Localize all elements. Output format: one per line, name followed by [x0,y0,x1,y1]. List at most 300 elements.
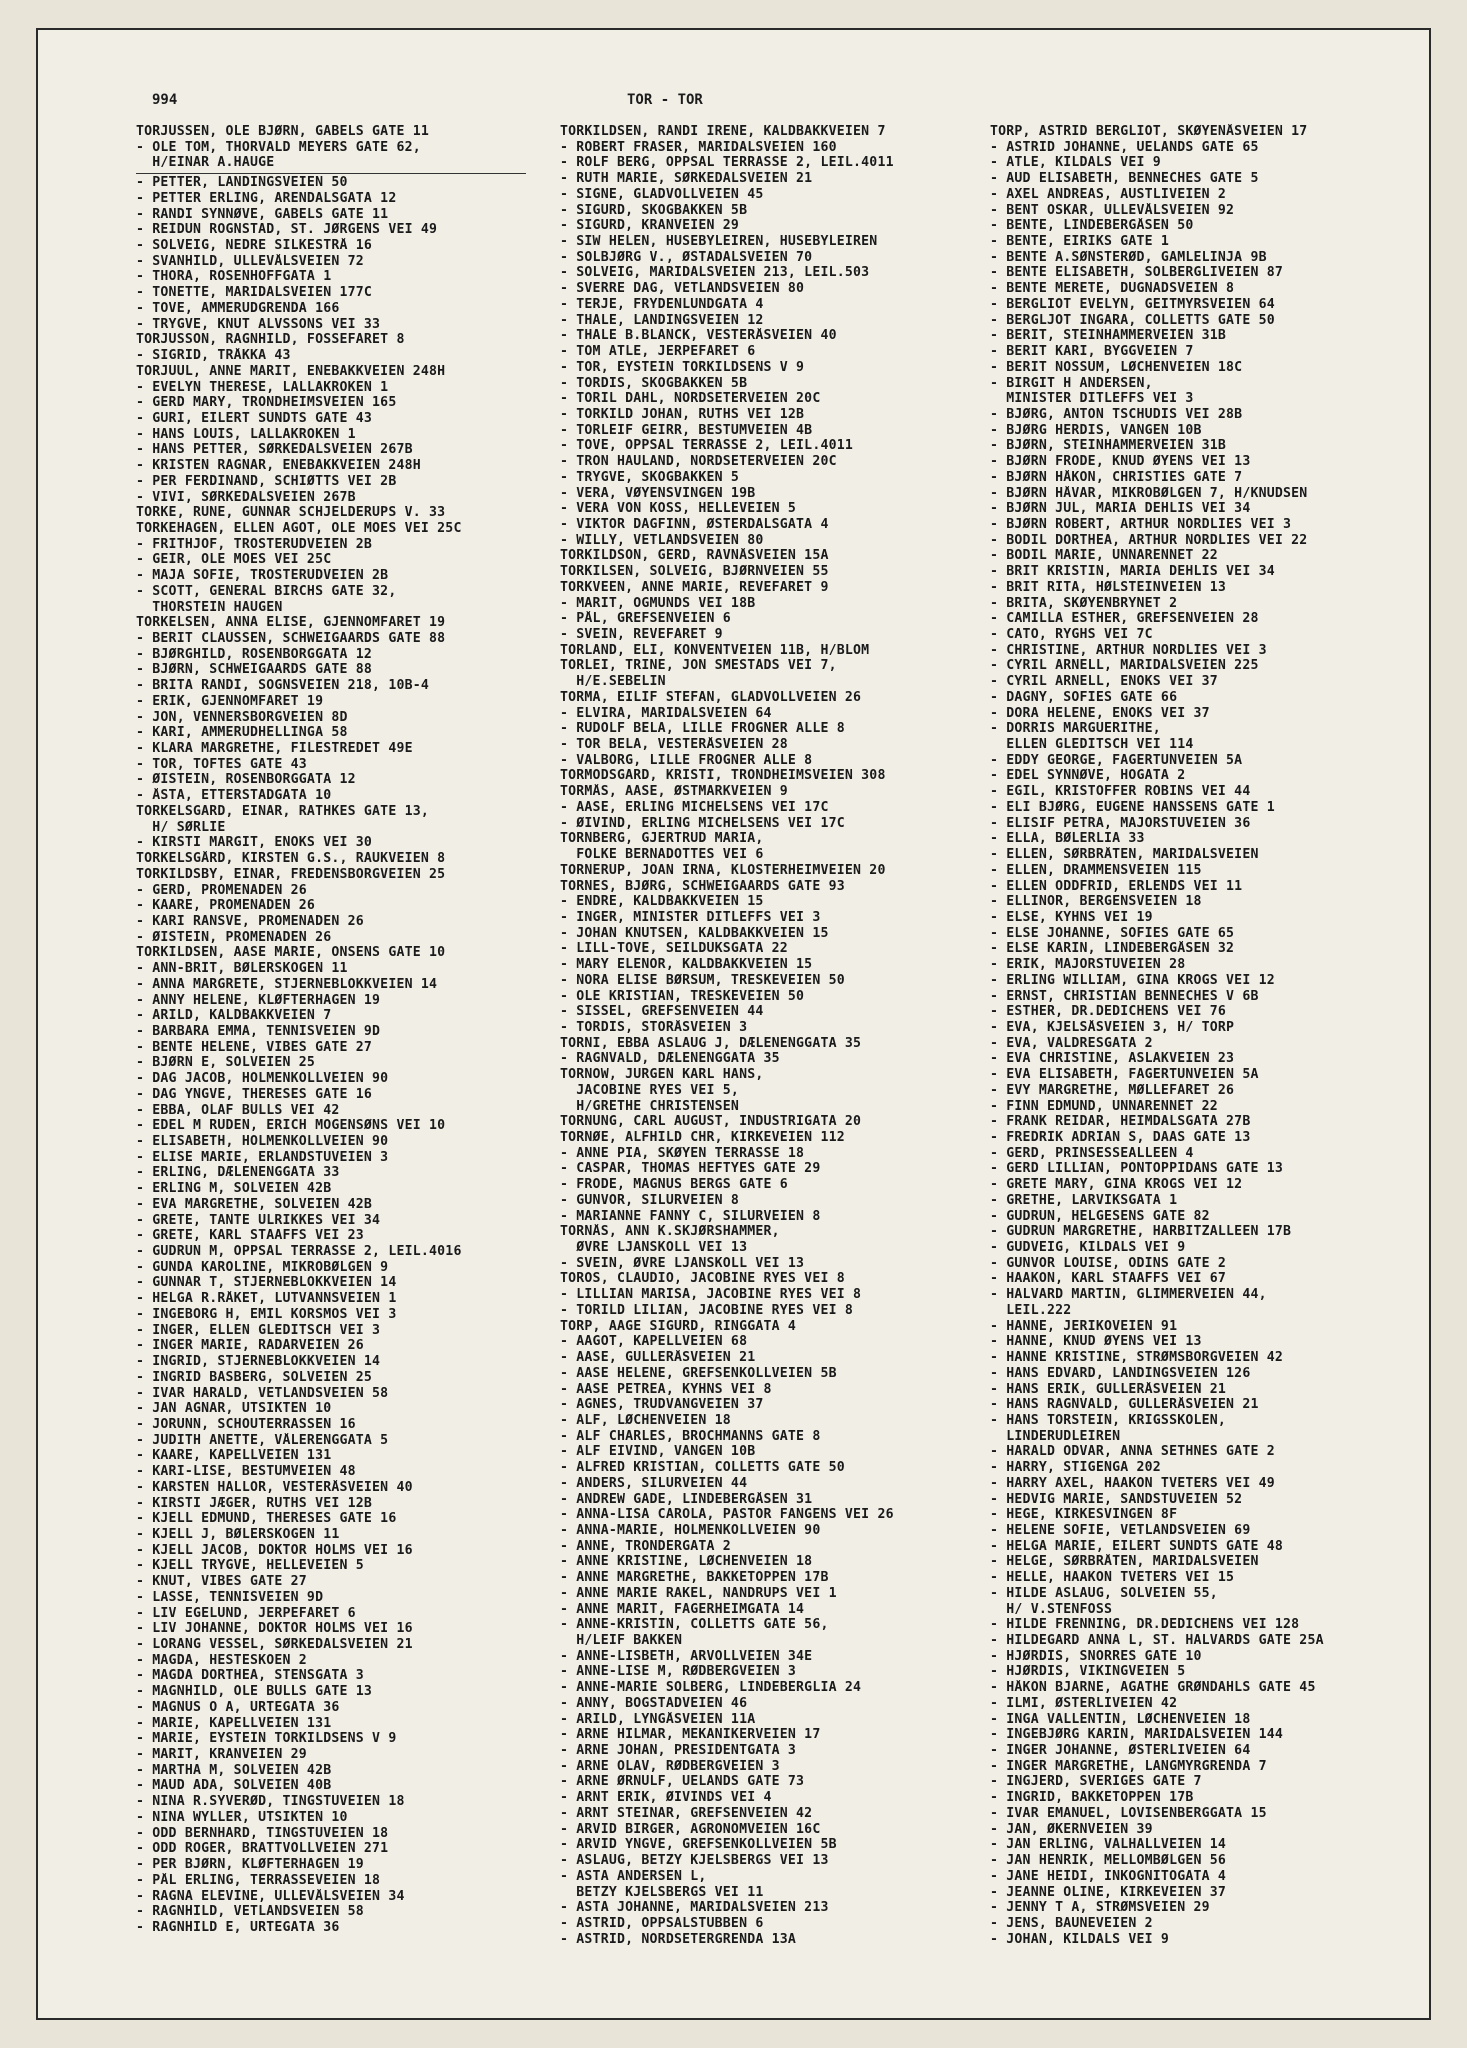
directory-entry: TORLEI, TRINE, JON SMESTADS VEI 7, [560,658,837,674]
directory-entry: - TONETTE, MARIDALSVEIEN 177C [136,285,373,301]
directory-entry: - BJØRG, ANTON TSCHUDIS VEI 28B [990,406,1243,422]
directory-column-3 [990,124,1385,1947]
directory-entry: - ALF EIVIND, VANGEN 10B [560,1444,756,1460]
directory-entry: - CATO, RYGHS VEI 7C [990,627,1153,642]
directory-entry: - IVAR EMANUEL, LOVISENBERGGATA 15 [990,1805,1267,1821]
directory-entry: - RAGNA ELEVINE, ULLEVÅLSVEIEN 34 [136,1888,405,1904]
directory-entry: - FRANK REIDAR, HEIMDALSGATA 27B [990,1114,1251,1130]
directory-entry: TORMA, EILIF STEFAN, GLADVOLLVEIEN 26 [560,689,862,705]
directory-entry: - BERIT NOSSUM, LØCHENVEIEN 18C [990,359,1243,375]
directory-entry: TORP, AAGE SIGURD, RINGGATA 4 [560,1318,797,1334]
directory-entry: - TOVE, OPPSAL TERRASSE 2, LEIL.4011 [560,438,854,454]
directory-entry: - MARIE, EYSTEIN TORKILDSENS V 9 [136,1731,397,1747]
directory-entry: - ELLA, BØLERLIA 33 [990,831,1145,847]
directory-entry: - BRITA RANDI, SOGNSVEIEN 218, 10B-4 [136,678,430,694]
directory-entry: - FREDRIK ADRIAN S, DAAS GATE 13 [990,1130,1251,1145]
directory-entry: TORKE, RUNE, GUNNAR SCHJELDERUPS V. 33 [136,505,446,521]
directory-entry: - BARBARA EMMA, TENNISVEIEN 9D [136,1023,381,1039]
directory-entry: - ANNE MARIE RAKEL, NANDRUPS VEI 1 [560,1585,837,1601]
directory-entry: - ANNE-KRISTIN, COLLETTS GATE 56, [560,1617,829,1633]
directory-entry: TORNÅS, ANN K.SKJØRSHAMMER, [560,1224,780,1240]
directory-entry: - EBBA, OLAF BULLS VEI 42 [136,1102,340,1118]
directory-entry: H/EINAR A.HAUGE [136,155,275,171]
directory-entry: - BRITA, SKØYENBRYNET 2 [990,595,1178,611]
directory-entry: - SOLBJØRG V., ØSTADALSVEIEN 70 [560,249,813,265]
directory-entry: - ASTA JOHANNE, MARIDALSVEIEN 213 [560,1900,829,1916]
directory-entry: - LILL-TOVE, SEILDUKSGATA 22 [560,941,788,957]
directory-entry: - ALF CHARLES, BROCHMANNS GATE 8 [560,1428,821,1444]
directory-entry: - RUTH MARIE, SØRKEDALSVEIEN 21 [560,171,813,187]
directory-entry: - PETTER ERLING, ARENDALSGATA 12 [136,190,397,206]
directory-entry: TORNES, BJØRG, SCHWEIGAARDS GATE 93 [560,878,845,894]
directory-entry: - DORA HELENE, ENOKS VEI 37 [990,705,1210,721]
directory-entry: - FINN EDMUND, UNNARENNET 22 [990,1098,1218,1114]
directory-entry: - TOVE, AMMERUDGRENDA 166 [136,300,340,316]
directory-entry: - EVA, KJELSÅSVEIEN 3, H/ TORP [990,1019,1235,1035]
directory-entry: - PETTER, LANDINGSVEIEN 50 [136,175,348,191]
directory-entry: - BJØRN, SCHWEIGAARDS GATE 88 [136,662,373,678]
directory-entry: - HELGE, SØRBRÅTEN, MARIDALSVEIEN [990,1554,1259,1570]
directory-entry: - ØIVIND, ERLING MICHELSENS VEI 17C [560,815,845,831]
directory-entry: - HJØRDIS, SNORRES GATE 10 [990,1648,1202,1664]
directory-entry: - TOR, TOFTES GATE 43 [136,756,307,772]
directory-entry: - LIV EGELUND, JERPEFARET 6 [136,1605,356,1621]
directory-entry: - ARVID BIRGER, AGRONOMVEIEN 16C [560,1821,821,1837]
directory-entry: H/ V.STENFOSS [990,1601,1113,1617]
directory-entry: - BJØRN, STEINHAMMERVEIEN 31B [990,438,1227,454]
directory-entry: - BENTE HELENE, VIBES GATE 27 [136,1039,373,1055]
directory-entry: - BJØRN ROBERT, ARTHUR NORDLIES VEI 3 [990,516,1292,532]
directory-entry: - ASTA ANDERSEN L, [560,1868,707,1884]
directory-entry: - ATLE, KILDALS VEI 9 [990,155,1161,171]
directory-entry: - THALE B.BLANCK, VESTERÅSVEIEN 40 [560,328,837,344]
directory-entry: - AGNES, TRUDVANGVEIEN 37 [560,1397,764,1413]
directory-entry: - SIW HELEN, HUSEBYLEIREN, HUSEBYLEIREN [560,234,878,250]
directory-entry: - VALBORG, LILLE FROGNER ALLE 8 [560,752,813,768]
directory-entry: - JANE HEIDI, INKOGNITOGATA 4 [990,1868,1227,1884]
directory-entry: TOROS, CLAUDIO, JACOBINE RYES VEI 8 [560,1271,845,1287]
directory-entry: - ANNE-MARIE SOLBERG, LINDEBERGLIA 24 [560,1680,862,1696]
directory-entry: TORMODSGARD, KRISTI, TRONDHEIMSVEIEN 308 [560,768,886,784]
directory-entry: - ELISIF PETRA, MAJORSTUVEIEN 36 [990,815,1251,831]
directory-entry: - TRYGVE, KNUT ALVSSONS VEI 33 [136,316,381,332]
directory-entry: - KLARA MARGRETHE, FILESTREDET 49E [136,741,413,757]
directory-entry: - INGEBORG H, EMIL KORSMOS VEI 3 [136,1306,397,1322]
directory-entry: - BENTE, EIRIKS GATE 1 [990,234,1170,250]
directory-entry: - PER BJØRN, KLØFTERHAGEN 19 [136,1857,364,1873]
directory-entry: - EVELYN THERESE, LALLAKROKEN 1 [136,379,389,395]
directory-entry: - GUNVOR, SILURVEIEN 8 [560,1192,740,1208]
directory-entry: - CYRIL ARNELL, ENOKS VEI 37 [990,674,1218,690]
directory-entry: LINDERUDLEIREN [990,1428,1121,1444]
directory-entry: - SIGRID, TRÅKKA 43 [136,348,291,364]
directory-entry: - OLE KRISTIAN, TRESKEVEIEN 50 [560,988,805,1004]
directory-entry: - ILMI, ØSTERLIVEIEN 42 [990,1695,1178,1711]
directory-entry: - HANS RAGNVALD, GULLERÅSVEIEN 21 [990,1397,1259,1413]
directory-entry: - ÅSTA, ETTERSTADGATA 10 [136,788,332,804]
directory-entry: - ERLING WILLIAM, GINA KROGS VEI 12 [990,972,1275,988]
directory-entry: - VERA VON KOSS, HELLEVEIEN 5 [560,501,797,517]
directory-entry: - HARALD ODVAR, ANNA SETHNES GATE 2 [990,1444,1275,1460]
directory-entry: - SOLVEIG, MARIDALSVEIEN 213, LEIL.503 [560,265,870,281]
directory-entry: TORLAND, ELI, KONVENTVEIEN 11B, H/BLOM [560,642,870,658]
directory-entry: - KJELL EDMUND, THERESES GATE 16 [136,1511,397,1527]
directory-entry: - VERA, VØYENSVINGEN 19B [560,485,756,501]
directory-entry: - DORRIS MARGUERITHE, [990,721,1161,737]
directory-entry: - JENNY T A, STRØMSVEIEN 29 [990,1900,1210,1916]
directory-entry: - AASE HELENE, GREFSENKOLLVEIEN 5B [560,1365,837,1381]
directory-entry: - HANS PETTER, SØRKEDALSVEIEN 267B [136,442,413,458]
directory-entry: - ENDRE, KALDBAKKVEIEN 15 [560,894,764,910]
page-header [152,92,1382,116]
directory-entry: - WILLY, VETLANDSVEIEN 80 [560,532,764,548]
directory-entry: - RAGNVALD, DÆLENENGGATA 35 [560,1051,780,1067]
directory-entry: - ELLEN, DRAMMENSVEIEN 115 [990,862,1202,878]
directory-entry: - TORLEIF GEIRR, BESTUMVEIEN 4B [560,422,813,438]
directory-entry: - MARTHA M, SOLVEIEN 42B [136,1762,332,1778]
directory-entry: - BERGLJOT INGARA, COLLETTS GATE 50 [990,312,1275,328]
directory-entry: - KJELL TRYGVE, HELLEVEIEN 5 [136,1558,364,1574]
directory-entry: - BRIT RITA, HØLSTEINVEIEN 13 [990,579,1227,595]
directory-entry: - SVEIN, ØVRE LJANSKOLL VEI 13 [560,1255,805,1271]
directory-entry: - JOHAN, KILDALS VEI 9 [990,1931,1170,1947]
directory-entry: - ANNE-LISBETH, ARVOLLVEIEN 34E [560,1648,813,1664]
directory-entry: - HILDE ASLAUG, SOLVEIEN 55, [990,1585,1218,1601]
directory-entry: - GERD MARY, TRONDHEIMSVEIEN 165 [136,395,397,411]
directory-entry: H/ SØRLIE [136,819,226,835]
directory-entry: - LILLIAN MARISA, JACOBINE RYES VEI 8 [560,1287,862,1303]
directory-entry: - ØISTEIN, PROMENADEN 26 [136,929,332,945]
directory-entry: - EVA MARGRETHE, SOLVEIEN 42B [136,1196,373,1212]
directory-entry: - ANNE MARIT, FAGERHEIMGATA 14 [560,1601,805,1617]
directory-entry: - SIGURD, SKOGBAKKEN 5B [560,202,748,218]
directory-entry: - SISSEL, GREFSENVEIEN 44 [560,1004,764,1020]
directory-entry: - EDDY GEORGE, FAGERTUNVEIEN 5A [990,752,1243,768]
directory-entry: - TOM ATLE, JERPEFARET 6 [560,344,756,360]
directory-entry: BETZY KJELSBERGS VEI 11 [560,1884,764,1900]
directory-entry: - PÅL ERLING, TERRASSEVEIEN 18 [136,1872,381,1888]
directory-entry: - BENT OSKAR, ULLEVÅLSVEIEN 92 [990,202,1235,218]
directory-entry: - TRYGVE, SKOGBAKKEN 5 [560,469,740,485]
directory-entry: - ARNE OLAV, RØDBERGVEIEN 3 [560,1758,780,1774]
directory-entry: - GURI, EILERT SUNDTS GATE 43 [136,410,373,426]
directory-entry: - MAGNUS O A, URTEGATA 36 [136,1699,340,1715]
directory-entry: - TOR, EYSTEIN TORKILDSENS V 9 [560,359,805,375]
directory-entry: - KARI-LISE, BESTUMVEIEN 48 [136,1464,356,1480]
directory-entry: - HILDE FRENNING, DR.DEDICHENS VEI 128 [990,1617,1300,1633]
directory-entry: - ASTRID JOHANNE, UELANDS GATE 65 [990,139,1259,155]
directory-entry: TORKELSGARD, EINAR, RATHKES GATE 13, [136,803,430,819]
directory-entry: JACOBINE RYES VEI 5, [560,1082,740,1098]
directory-entry: - HJØRDIS, VIKINGVEIEN 5 [990,1664,1186,1680]
directory-entry: - ELSE KARIN, LINDEBERGÅSEN 32 [990,941,1235,957]
directory-entry: TORJUUL, ANNE MARIT, ENEBAKKVEIEN 248H [136,363,446,379]
directory-entry: - GUDRUN M, OPPSAL TERRASSE 2, LEIL.4016 [136,1244,462,1260]
directory-entry: - BERIT, STEINHAMMERVEIEN 31B [990,328,1227,344]
directory-entry: - FRITHJOF, TROSTERUDVEIEN 2B [136,536,373,552]
directory-entry: - BENTE, LINDEBERGÅSEN 50 [990,218,1194,234]
directory-entry: - HARRY AXEL, HAAKON TVETERS VEI 49 [990,1475,1275,1491]
directory-entry: - GEIR, OLE MOES VEI 25C [136,552,332,568]
directory-entry: - AASE, ERLING MICHELSENS VEI 17C [560,799,829,815]
directory-entry: - KRISTEN RAGNAR, ENEBAKKVEIEN 248H [136,458,421,474]
directory-entry: - NORA ELISE BØRSUM, TRESKEVEIEN 50 [560,972,845,988]
directory-entry: - HELGA R.RÅKET, LUTVANNSVEIEN 1 [136,1291,397,1307]
directory-entry: TORNI, EBBA ASLAUG J, DÆLENENGGATA 35 [560,1035,862,1051]
directory-entry: - HEGE, KIRKESVINGEN 8F [990,1507,1178,1523]
directory-entry: TORKEHAGEN, ELLEN AGOT, OLE MOES VEI 25C [136,520,462,536]
directory-entry: - GUDRUN, HELGESENS GATE 82 [990,1208,1210,1224]
directory-entry: - HELLE, HAAKON TVETERS VEI 15 [990,1570,1235,1586]
directory-entry: - GUDVEIG, KILDALS VEI 9 [990,1240,1186,1256]
directory-entry: - GRETE MARY, GINA KROGS VEI 12 [990,1177,1243,1193]
directory-entry: - HEDVIG MARIE, SANDSTUVEIEN 52 [990,1491,1243,1507]
directory-entry: - BJØRGHILD, ROSENBORGGATA 12 [136,646,373,662]
directory-entry: - RAGNHILD E, URTEGATA 36 [136,1919,340,1935]
directory-entry: FOLKE BERNADOTTES VEI 6 [560,847,764,863]
directory-entry: - ARNT STEINAR, GREFSENVEIEN 42 [560,1805,813,1821]
directory-entry: - TOR BELA, VESTERÅSVEIEN 28 [560,737,788,753]
directory-entry: - GRETHE, LARVIKSGATA 1 [990,1192,1178,1208]
directory-entry: - GERD LILLIAN, PONTOPPIDANS GATE 13 [990,1161,1284,1177]
directory-entry: - ERLING M, SOLVEIEN 42B [136,1181,332,1197]
directory-entry: - SVANHILD, ULLEVÅLSVEIEN 72 [136,253,364,269]
directory-entry: TORKELSGÅRD, KIRSTEN G.S., RAUKVEIEN 8 [136,851,446,867]
directory-entry: - INGER MARGRETHE, LANGMYRGRENDA 7 [990,1758,1267,1774]
directory-entry: - HELGA MARIE, EILERT SUNDTS GATE 48 [990,1538,1284,1554]
directory-entry: - HANNE KRISTINE, STRØMSBORGVEIEN 42 [990,1350,1284,1366]
directory-entry: - ALFRED KRISTIAN, COLLETTS GATE 50 [560,1460,845,1476]
directory-entry: - BJØRG HERDIS, VANGEN 10B [990,422,1202,438]
directory-entry: - REIDUN ROGNSTAD, ST. JØRGENS VEI 49 [136,222,438,238]
directory-entry: - INGER MARIE, RADARVEIEN 26 [136,1338,364,1354]
directory-entry: - SOLVEIG, NEDRE SILKESTRÅ 16 [136,238,373,254]
directory-entry: - INGEBJØRG KARIN, MARIDALSVEIEN 144 [990,1727,1284,1743]
directory-entry: - HÅKON BJARNE, AGATHE GRØNDAHLS GATE 45 [990,1680,1316,1696]
directory-entry: - TERJE, FRYDENLUNDGATA 4 [560,296,764,312]
directory-entry: - MAUD ADA, SOLVEIEN 40B [136,1778,332,1794]
directory-entry: - ERIK, MAJORSTUVEIEN 28 [990,957,1186,973]
directory-entry: - ELLEN ODDFRID, ERLENDS VEI 11 [990,878,1243,894]
directory-entry: - RAGNHILD, VETLANDSVEIEN 58 [136,1904,364,1920]
directory-entry: - MARIT, KRANVEIEN 29 [136,1747,307,1763]
directory-entry: - HANS ERIK, GULLERÅSVEIEN 21 [990,1381,1227,1397]
directory-entry: - ARILD, KALDBAKKVEIEN 7 [136,1008,332,1024]
directory-entry: - ANDREW GADE, LINDEBERGÅSEN 31 [560,1491,813,1507]
directory-entry: - EVA ELISABETH, FAGERTUNVEIEN 5A [990,1067,1259,1083]
directory-entry: - ROBERT FRASER, MARIDALSVEIEN 160 [560,139,837,155]
directory-entry: - ELISABETH, HOLMENKOLLVEIEN 90 [136,1134,389,1149]
directory-entry: - TORILD LILIAN, JACOBINE RYES VEI 8 [560,1302,854,1318]
directory-entry: - EDEL M RUDEN, ERICH MOGENSØNS VEI 10 [136,1118,446,1134]
directory-entry: - ELLINOR, BERGENSVEIEN 18 [990,894,1202,910]
directory-entry: - ODD BERNHARD, TINGSTUVEIEN 18 [136,1825,389,1841]
directory-entry: - SVERRE DAG, VETLANDSVEIEN 80 [560,281,805,297]
directory-entry: - MAGNHILD, OLE BULLS GATE 13 [136,1684,373,1700]
directory-entry: - HARRY, STIGENGA 202 [990,1460,1161,1476]
directory-entry: - VIVI, SØRKEDALSVEIEN 267B [136,489,356,505]
directory-entry: - BJØRN HÅKON, CHRISTIES GATE 7 [990,469,1243,485]
directory-entry: - INGRID, BAKKETOPPEN 17B [990,1790,1194,1806]
directory-entry: - HILDEGARD ANNA L, ST. HALVARDS GATE 25A [990,1633,1324,1648]
directory-entry: - MARY ELENOR, KALDBAKKVEIEN 15 [560,957,813,973]
directory-entry: - FRODE, MAGNUS BERGS GATE 6 [560,1177,788,1193]
directory-entry: - TORIL DAHL, NORDSETERVEIEN 20C [560,391,821,407]
directory-entry: - TRON HAULAND, NORDSETERVEIEN 20C [560,454,837,470]
directory-entry: - JAN HENRIK, MELLOMBØLGEN 56 [990,1853,1227,1869]
directory-entry: H/GRETHE CHRISTENSEN [560,1098,740,1114]
directory-entry: - HALVARD MARTIN, GLIMMERVEIEN 44, [990,1287,1267,1303]
directory-entry: - HANS LOUIS, LALLAKROKEN 1 [136,426,356,442]
directory-entry: - ELSE JOHANNE, SOFIES GATE 65 [990,925,1235,941]
directory-entry: ELLEN GLEDITSCH VEI 114 [990,737,1194,753]
directory-entry: - JOHAN KNUTSEN, KALDBAKKVEIEN 15 [560,925,829,941]
directory-entry: - TORKILD JOHAN, RUTHS VEI 12B [560,406,805,422]
directory-column-2 [560,124,955,1947]
directory-entry: - HAAKON, KARL STAAFFS VEI 67 [990,1271,1227,1287]
directory-entry: TORJUSSEN, OLE BJØRN, GABELS GATE 11 [136,124,430,139]
directory-entry: - INGRID BASBERG, SOLVEIEN 25 [136,1369,373,1385]
directory-entry: - GERD, PROMENADEN 26 [136,882,307,898]
directory-entry: - HANNE, KNUD ØYENS VEI 13 [990,1334,1202,1350]
directory-entry: - BODIL MARIE, UNNARENNET 22 [990,548,1218,564]
directory-entry: - ANNE, TRONDERGATA 2 [560,1538,731,1554]
directory-entry: - BENTE ELISABETH, SOLBERGLIVEIEN 87 [990,265,1284,281]
section-divider [136,173,526,174]
directory-entry: - CYRIL ARNELL, MARIDALSVEIEN 225 [990,658,1259,674]
directory-entry: - MAGDA DORTHEA, STENSGATA 3 [136,1668,364,1684]
directory-entry: - ASTRID, NORDSETERGRENDA 13A [560,1931,797,1947]
directory-column-1 [136,124,531,1936]
directory-entry: - NINA R.SYVERØD, TINGSTUVEIEN 18 [136,1794,405,1810]
directory-entry: - EVA, VALDRESGATA 2 [990,1035,1153,1051]
directory-entry: - MARIANNE FANNY C, SILURVEIEN 8 [560,1208,821,1224]
directory-entry: - BJØRN FRODE, KNUD ØYENS VEI 13 [990,454,1251,470]
directory-entry: - BJØRN E, SOLVEIEN 25 [136,1055,316,1071]
directory-entry: - ROLF BERG, OPPSAL TERRASSE 2, LEIL.4011 [560,155,894,171]
directory-entry: - BJØRN HÅVAR, MIKROBØLGEN 7, H/KNUDSEN [990,485,1308,501]
directory-entry: - KARI, AMMERUDHELLINGA 58 [136,725,348,741]
directory-entry: - JEANNE OLINE, KIRKEVEIEN 37 [990,1884,1227,1900]
directory-entry: TORNØE, ALFHILD CHR, KIRKEVEIEN 112 [560,1130,845,1145]
directory-entry: - ELVIRA, MARIDALSVEIEN 64 [560,705,772,721]
directory-entry: TORNERUP, JOAN IRNA, KLOSTERHEIMVEIEN 20 [560,862,886,878]
directory-entry: - CHRISTINE, ARTHUR NORDLIES VEI 3 [990,642,1267,658]
directory-entry: - ALF, LØCHENVEIEN 18 [560,1412,731,1428]
directory-entry: - AASE, GULLERÅSVEIEN 21 [560,1350,756,1366]
directory-entry: - CAMILLA ESTHER, GREFSENVEIEN 28 [990,611,1259,627]
directory-entry: - KAARE, KAPELLVEIEN 131 [136,1448,332,1464]
directory-entry: - ELISE MARIE, ERLANDSTUVEIEN 3 [136,1149,389,1165]
directory-entry: - BJØRN JUL, MARIA DEHLIS VEI 34 [990,501,1251,517]
directory-entry: - INGER JOHANNE, ØSTERLIVEIEN 64 [990,1743,1251,1759]
directory-entry: - GUDRUN MARGRETHE, HARBITZALLEEN 17B [990,1224,1292,1240]
directory-entry: - JAN, ØKERNVEIEN 39 [990,1821,1153,1837]
directory-entry: - LIV JOHANNE, DOKTOR HOLMS VEI 16 [136,1621,413,1637]
directory-entry: H/LEIF BAKKEN [560,1633,683,1648]
directory-entry: - KARSTEN HALLOR, VESTERÅSVEIEN 40 [136,1479,413,1495]
directory-entry: - AXEL ANDREAS, AUSTLIVEIEN 2 [990,186,1227,202]
directory-entry: - RANDI SYNNØVE, GABELS GATE 11 [136,206,389,222]
directory-entry: TORMÅS, AASE, ØSTMARKVEIEN 9 [560,784,788,800]
directory-entry: - JAN AGNAR, UTSIKTEN 10 [136,1401,332,1417]
directory-entry: - AUD ELISABETH, BENNECHES GATE 5 [990,171,1259,187]
directory-entry: - EVY MARGRETHE, MØLLEFARET 26 [990,1082,1235,1098]
directory-entry: TORKILDSEN, AASE MARIE, ONSENS GATE 10 [136,945,446,961]
directory-entry: - ERIK, GJENNOMFARET 19 [136,693,324,709]
directory-entry: - ERNST, CHRISTIAN BENNECHES V 6B [990,988,1259,1004]
directory-entry: TORP, ASTRID BERGLIOT, SKØYENÅSVEIEN 17 [990,124,1308,139]
directory-entry: - GUNVOR LOUISE, ODINS GATE 2 [990,1255,1227,1271]
directory-entry: - BIRGIT H ANDERSEN, [990,375,1153,391]
directory-entry: - ELI BJØRG, EUGENE HANSSENS GATE 1 [990,799,1275,815]
directory-entry: - DAG JACOB, HOLMENKOLLVEIEN 90 [136,1071,389,1087]
directory-entry: - SIGNE, GLADVOLLVEIEN 45 [560,186,764,202]
directory-entry: - INGA VALLENTIN, LØCHENVEIEN 18 [990,1711,1251,1727]
directory-entry: - KIRSTI JÆGER, RUTHS VEI 12B [136,1495,373,1511]
directory-entry: - INGJERD, SVERIGES GATE 7 [990,1774,1202,1790]
directory-entry: TORNUNG, CARL AUGUST, INDUSTRIGATA 20 [560,1114,862,1130]
directory-entry: - ERLING, DÆLENENGGATA 33 [136,1165,340,1181]
directory-entry: - ASLAUG, BETZY KJELSBERGS VEI 13 [560,1853,829,1869]
page-number: 994 [152,92,178,108]
directory-entry: - ARNE HILMAR, MEKANIKERVEIEN 17 [560,1727,821,1743]
directory-entry: - GUNDA KAROLINE, MIKROBØLGEN 9 [136,1259,389,1275]
directory-entry: - BERIT CLAUSSEN, SCHWEIGAARDS GATE 88 [136,631,446,646]
directory-entry: - GUNNAR T, STJERNEBLOKKVEIEN 14 [136,1275,397,1291]
directory-entry: - THORA, ROSENHOFFGATA 1 [136,269,332,285]
directory-entry: TORNBERG, GJERTRUD MARIA, [560,831,764,847]
directory-entry: - EVA CHRISTINE, ASLAKVEIEN 23 [990,1051,1235,1067]
directory-entry: - AASE PETREA, KYHNS VEI 8 [560,1381,772,1397]
directory-entry: - HANNE, JERIKOVEIEN 91 [990,1318,1178,1334]
directory-entry: - INGER, ELLEN GLEDITSCH VEI 3 [136,1322,381,1338]
directory-entry: - ARNE ØRNULF, UELANDS GATE 73 [560,1774,805,1790]
directory-entry: - SIGURD, KRANVEIEN 29 [560,218,740,234]
directory-entry: - EGIL, KRISTOFFER ROBINS VEI 44 [990,784,1251,800]
directory-entry: - TORDIS, SKOGBAKKEN 5B [560,375,748,391]
directory-entry: - KJELL J, BØLERSKOGEN 11 [136,1526,340,1542]
directory-entry: TORNOW, JÜRGEN KARL HANS, [560,1067,764,1083]
directory-entry: TORKILDSEN, RANDI IRENE, KALDBAKKVEIEN 7 [560,124,886,139]
directory-entry: - INGER, MINISTER DITLEFFS VEI 3 [560,909,821,925]
directory-entry: LEIL.222 [990,1302,1072,1318]
directory-entry: MINISTER DITLEFFS VEI 3 [990,391,1194,407]
directory-entry: - ANN-BRIT, BØLERSKOGEN 11 [136,961,348,977]
directory-entry: THORSTEIN HAUGEN [136,599,283,615]
running-head: TOR - TOR [627,92,703,108]
directory-entry: - AAGOT, KAPELLVEIEN 68 [560,1334,748,1350]
directory-entry: - HANS EDVARD, LANDINGSVEIEN 126 [990,1365,1251,1381]
directory-entry: - ARILD, LYNGÅSVEIEN 11A [560,1711,756,1727]
directory-entry: - ANDERS, SILURVEIEN 44 [560,1475,748,1491]
directory-entry: - MAJA SOFIE, TROSTERUDVEIEN 2B [136,568,389,584]
directory-entry: - JUDITH ANETTE, VÅLERENGGATA 5 [136,1432,389,1448]
directory-entry: - ANNE-LISE M, RØDBERGVEIEN 3 [560,1664,797,1680]
directory-entry: - ARNE JOHAN, PRESIDENTGATA 3 [560,1743,797,1759]
directory-entry: - BERGLIOT EVELYN, GEITMYRSVEIEN 64 [990,296,1275,312]
directory-entry: - ANNE KRISTINE, LØCHENVEIEN 18 [560,1554,813,1570]
directory-entry: - ARVID YNGVE, GREFSENKOLLVEIEN 5B [560,1837,837,1853]
directory-entry: - MAGDA, HESTESKOEN 2 [136,1652,307,1668]
directory-entry: - ASTRID, OPPSALSTUBBEN 6 [560,1915,764,1931]
directory-entry: - ANNA-MARIE, HOLMENKOLLVEIEN 90 [560,1522,821,1538]
directory-entry: - BENTE MERETE, DUGNADSVEIEN 8 [990,281,1235,297]
directory-entry: - BRIT KRISTIN, MARIA DEHLIS VEI 34 [990,564,1275,580]
directory-entry: - OLE TOM, THORVALD MEYERS GATE 62, [136,139,421,155]
directory-entry: - RUDOLF BELA, LILLE FROGNER ALLE 8 [560,721,845,737]
directory-entry: - ANNA MARGRETE, STJERNEBLOKKVEIEN 14 [136,976,438,992]
